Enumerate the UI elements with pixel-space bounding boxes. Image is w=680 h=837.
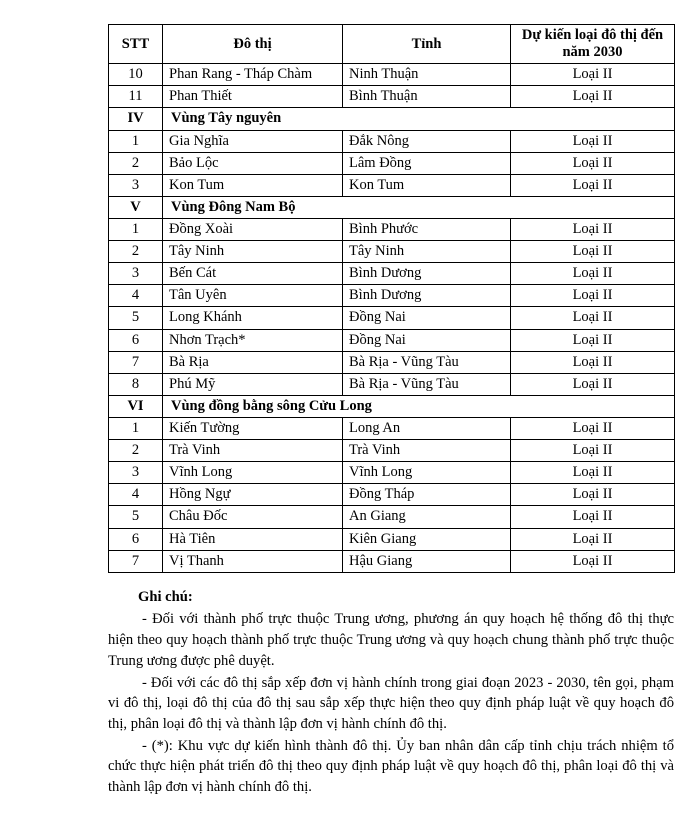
cell-do-thi: Phan Rang - Tháp Chàm xyxy=(163,64,343,86)
cell-loai-do-thi: Loại II xyxy=(511,86,675,108)
cell-tinh: Vĩnh Long xyxy=(343,462,511,484)
notes-title: Ghi chú: xyxy=(138,588,193,605)
cell-do-thi: Bảo Lộc xyxy=(163,152,343,174)
table-row xyxy=(109,174,675,196)
cell-loai-do-thi: Loại II xyxy=(511,550,675,572)
table-row xyxy=(109,64,675,86)
notes-section xyxy=(108,587,674,798)
table-body xyxy=(109,64,675,573)
cell-loai-do-thi: Loại II xyxy=(511,351,675,373)
region-numeral: IV xyxy=(109,108,163,130)
cell-tinh: Long An xyxy=(343,417,511,439)
cell-do-thi: Gia Nghĩa xyxy=(163,130,343,152)
note-item: - (*): Khu vực dự kiến hình thành đô thị. Ủy ban nhân dân cấp tỉnh chịu trách nhiệm tổ chức thực hiện phát triển đô thị theo quy định pháp luật về quy hoạch đô thị, phân loại đô thị và thành lập đơn vị hành chính đô thị. xyxy=(108,737,674,796)
table-row xyxy=(109,528,675,550)
cell-stt: 5 xyxy=(109,506,163,528)
table-row xyxy=(109,285,675,307)
cell-stt: 6 xyxy=(109,528,163,550)
table-header-row xyxy=(109,25,675,64)
table-row xyxy=(109,241,675,263)
cell-do-thi: Bà Rịa xyxy=(163,351,343,373)
cell-loai-do-thi: Loại II xyxy=(511,241,675,263)
table-row xyxy=(109,86,675,108)
cell-tinh: Bình Phước xyxy=(343,218,511,240)
cell-loai-do-thi: Loại II xyxy=(511,130,675,152)
cell-stt: 6 xyxy=(109,329,163,351)
cell-tinh: Hậu Giang xyxy=(343,550,511,572)
urban-classification-table xyxy=(108,24,675,573)
table-row xyxy=(109,329,675,351)
cell-tinh: Kiên Giang xyxy=(343,528,511,550)
cell-tinh: Bình Dương xyxy=(343,285,511,307)
cell-tinh: Bà Rịa - Vũng Tàu xyxy=(343,351,511,373)
cell-tinh: Kon Tum xyxy=(343,174,511,196)
region-name: Vùng Tây nguyên xyxy=(163,108,675,130)
cell-tinh: An Giang xyxy=(343,506,511,528)
cell-tinh: Trà Vinh xyxy=(343,440,511,462)
column-header-du-kien-loai: Dự kiến loại đô thị đến năm 2030 xyxy=(511,25,675,64)
cell-stt: 2 xyxy=(109,152,163,174)
cell-do-thi: Long Khánh xyxy=(163,307,343,329)
cell-stt: 3 xyxy=(109,263,163,285)
table-region-row xyxy=(109,395,675,417)
note-item: - Đối với thành phố trực thuộc Trung ương, phương án quy hoạch hệ thống đô thị thực hiện theo quy hoạch thành phố trực thuộc Trung ương và quy hoạch chung thành phố trực thuộc Trung ương được phê duyệt. xyxy=(108,611,674,669)
cell-stt: 11 xyxy=(109,86,163,108)
column-header-tinh: Tỉnh xyxy=(343,25,511,64)
cell-loai-do-thi: Loại II xyxy=(511,329,675,351)
column-header-do-thi: Đô thị xyxy=(163,25,343,64)
table-region-row xyxy=(109,108,675,130)
table-row xyxy=(109,263,675,285)
cell-loai-do-thi: Loại II xyxy=(511,218,675,240)
table-row xyxy=(109,462,675,484)
cell-stt: 3 xyxy=(109,174,163,196)
cell-loai-do-thi: Loại II xyxy=(511,373,675,395)
cell-tinh: Bình Thuận xyxy=(343,86,511,108)
cell-stt: 8 xyxy=(109,373,163,395)
table-row xyxy=(109,506,675,528)
cell-stt: 5 xyxy=(109,307,163,329)
cell-loai-do-thi: Loại II xyxy=(511,263,675,285)
table-header xyxy=(109,25,675,64)
cell-loai-do-thi: Loại II xyxy=(511,307,675,329)
cell-loai-do-thi: Loại II xyxy=(511,462,675,484)
table-row xyxy=(109,550,675,572)
table-row xyxy=(109,440,675,462)
cell-do-thi: Tây Ninh xyxy=(163,241,343,263)
cell-do-thi: Đồng Xoài xyxy=(163,218,343,240)
cell-do-thi: Kiến Tường xyxy=(163,417,343,439)
cell-loai-do-thi: Loại II xyxy=(511,440,675,462)
cell-stt: 3 xyxy=(109,462,163,484)
note-item: - Đối với các đô thị sắp xếp đơn vị hành chính trong giai đoạn 2023 - 2030, tên gọi, phạm vi đô thị, loại đô thị của đô thị sau sắp xếp thực hiện theo quy định pháp luật về quy hoạch đô thị, phân loại đô thị và thành lập đơn vị hành chính đô thị. xyxy=(108,674,674,733)
table-row xyxy=(109,373,675,395)
cell-do-thi: Vị Thanh xyxy=(163,550,343,572)
cell-tinh: Đồng Tháp xyxy=(343,484,511,506)
cell-stt: 1 xyxy=(109,417,163,439)
cell-do-thi: Vĩnh Long xyxy=(163,462,343,484)
cell-stt: 4 xyxy=(109,484,163,506)
cell-loai-do-thi: Loại II xyxy=(511,484,675,506)
cell-stt: 1 xyxy=(109,218,163,240)
cell-stt: 4 xyxy=(109,285,163,307)
cell-do-thi: Phan Thiết xyxy=(163,86,343,108)
cell-loai-do-thi: Loại II xyxy=(511,417,675,439)
cell-loai-do-thi: Loại II xyxy=(511,174,675,196)
cell-do-thi: Bến Cát xyxy=(163,263,343,285)
table-row xyxy=(109,351,675,373)
cell-stt: 7 xyxy=(109,550,163,572)
cell-tinh: Bình Dương xyxy=(343,263,511,285)
cell-do-thi: Tân Uyên xyxy=(163,285,343,307)
table-region-row xyxy=(109,196,675,218)
cell-do-thi: Hồng Ngự xyxy=(163,484,343,506)
cell-stt: 2 xyxy=(109,241,163,263)
cell-tinh: Đồng Nai xyxy=(343,307,511,329)
cell-tinh: Lâm Đồng xyxy=(343,152,511,174)
cell-do-thi: Hà Tiên xyxy=(163,528,343,550)
cell-tinh: Bà Rịa - Vũng Tàu xyxy=(343,373,511,395)
cell-stt: 1 xyxy=(109,130,163,152)
cell-do-thi: Kon Tum xyxy=(163,174,343,196)
cell-stt: 7 xyxy=(109,351,163,373)
table-row xyxy=(109,152,675,174)
cell-stt: 2 xyxy=(109,440,163,462)
column-header-stt: STT xyxy=(109,25,163,64)
table-row xyxy=(109,307,675,329)
cell-loai-do-thi: Loại II xyxy=(511,528,675,550)
cell-do-thi: Nhơn Trạch* xyxy=(163,329,343,351)
cell-tinh: Đồng Nai xyxy=(343,329,511,351)
table-row xyxy=(109,218,675,240)
cell-tinh: Đắk Nông xyxy=(343,130,511,152)
cell-loai-do-thi: Loại II xyxy=(511,506,675,528)
region-name: Vùng đồng bằng sông Cửu Long xyxy=(163,395,675,417)
region-numeral: V xyxy=(109,196,163,218)
table-row xyxy=(109,417,675,439)
cell-tinh: Ninh Thuận xyxy=(343,64,511,86)
table-row xyxy=(109,484,675,506)
region-numeral: VI xyxy=(109,395,163,417)
table-row xyxy=(109,130,675,152)
region-name: Vùng Đông Nam Bộ xyxy=(163,196,675,218)
cell-loai-do-thi: Loại II xyxy=(511,152,675,174)
cell-loai-do-thi: Loại II xyxy=(511,285,675,307)
cell-do-thi: Châu Đốc xyxy=(163,506,343,528)
cell-tinh: Tây Ninh xyxy=(343,241,511,263)
cell-stt: 10 xyxy=(109,64,163,86)
cell-loai-do-thi: Loại II xyxy=(511,64,675,86)
cell-do-thi: Trà Vinh xyxy=(163,440,343,462)
cell-do-thi: Phú Mỹ xyxy=(163,373,343,395)
